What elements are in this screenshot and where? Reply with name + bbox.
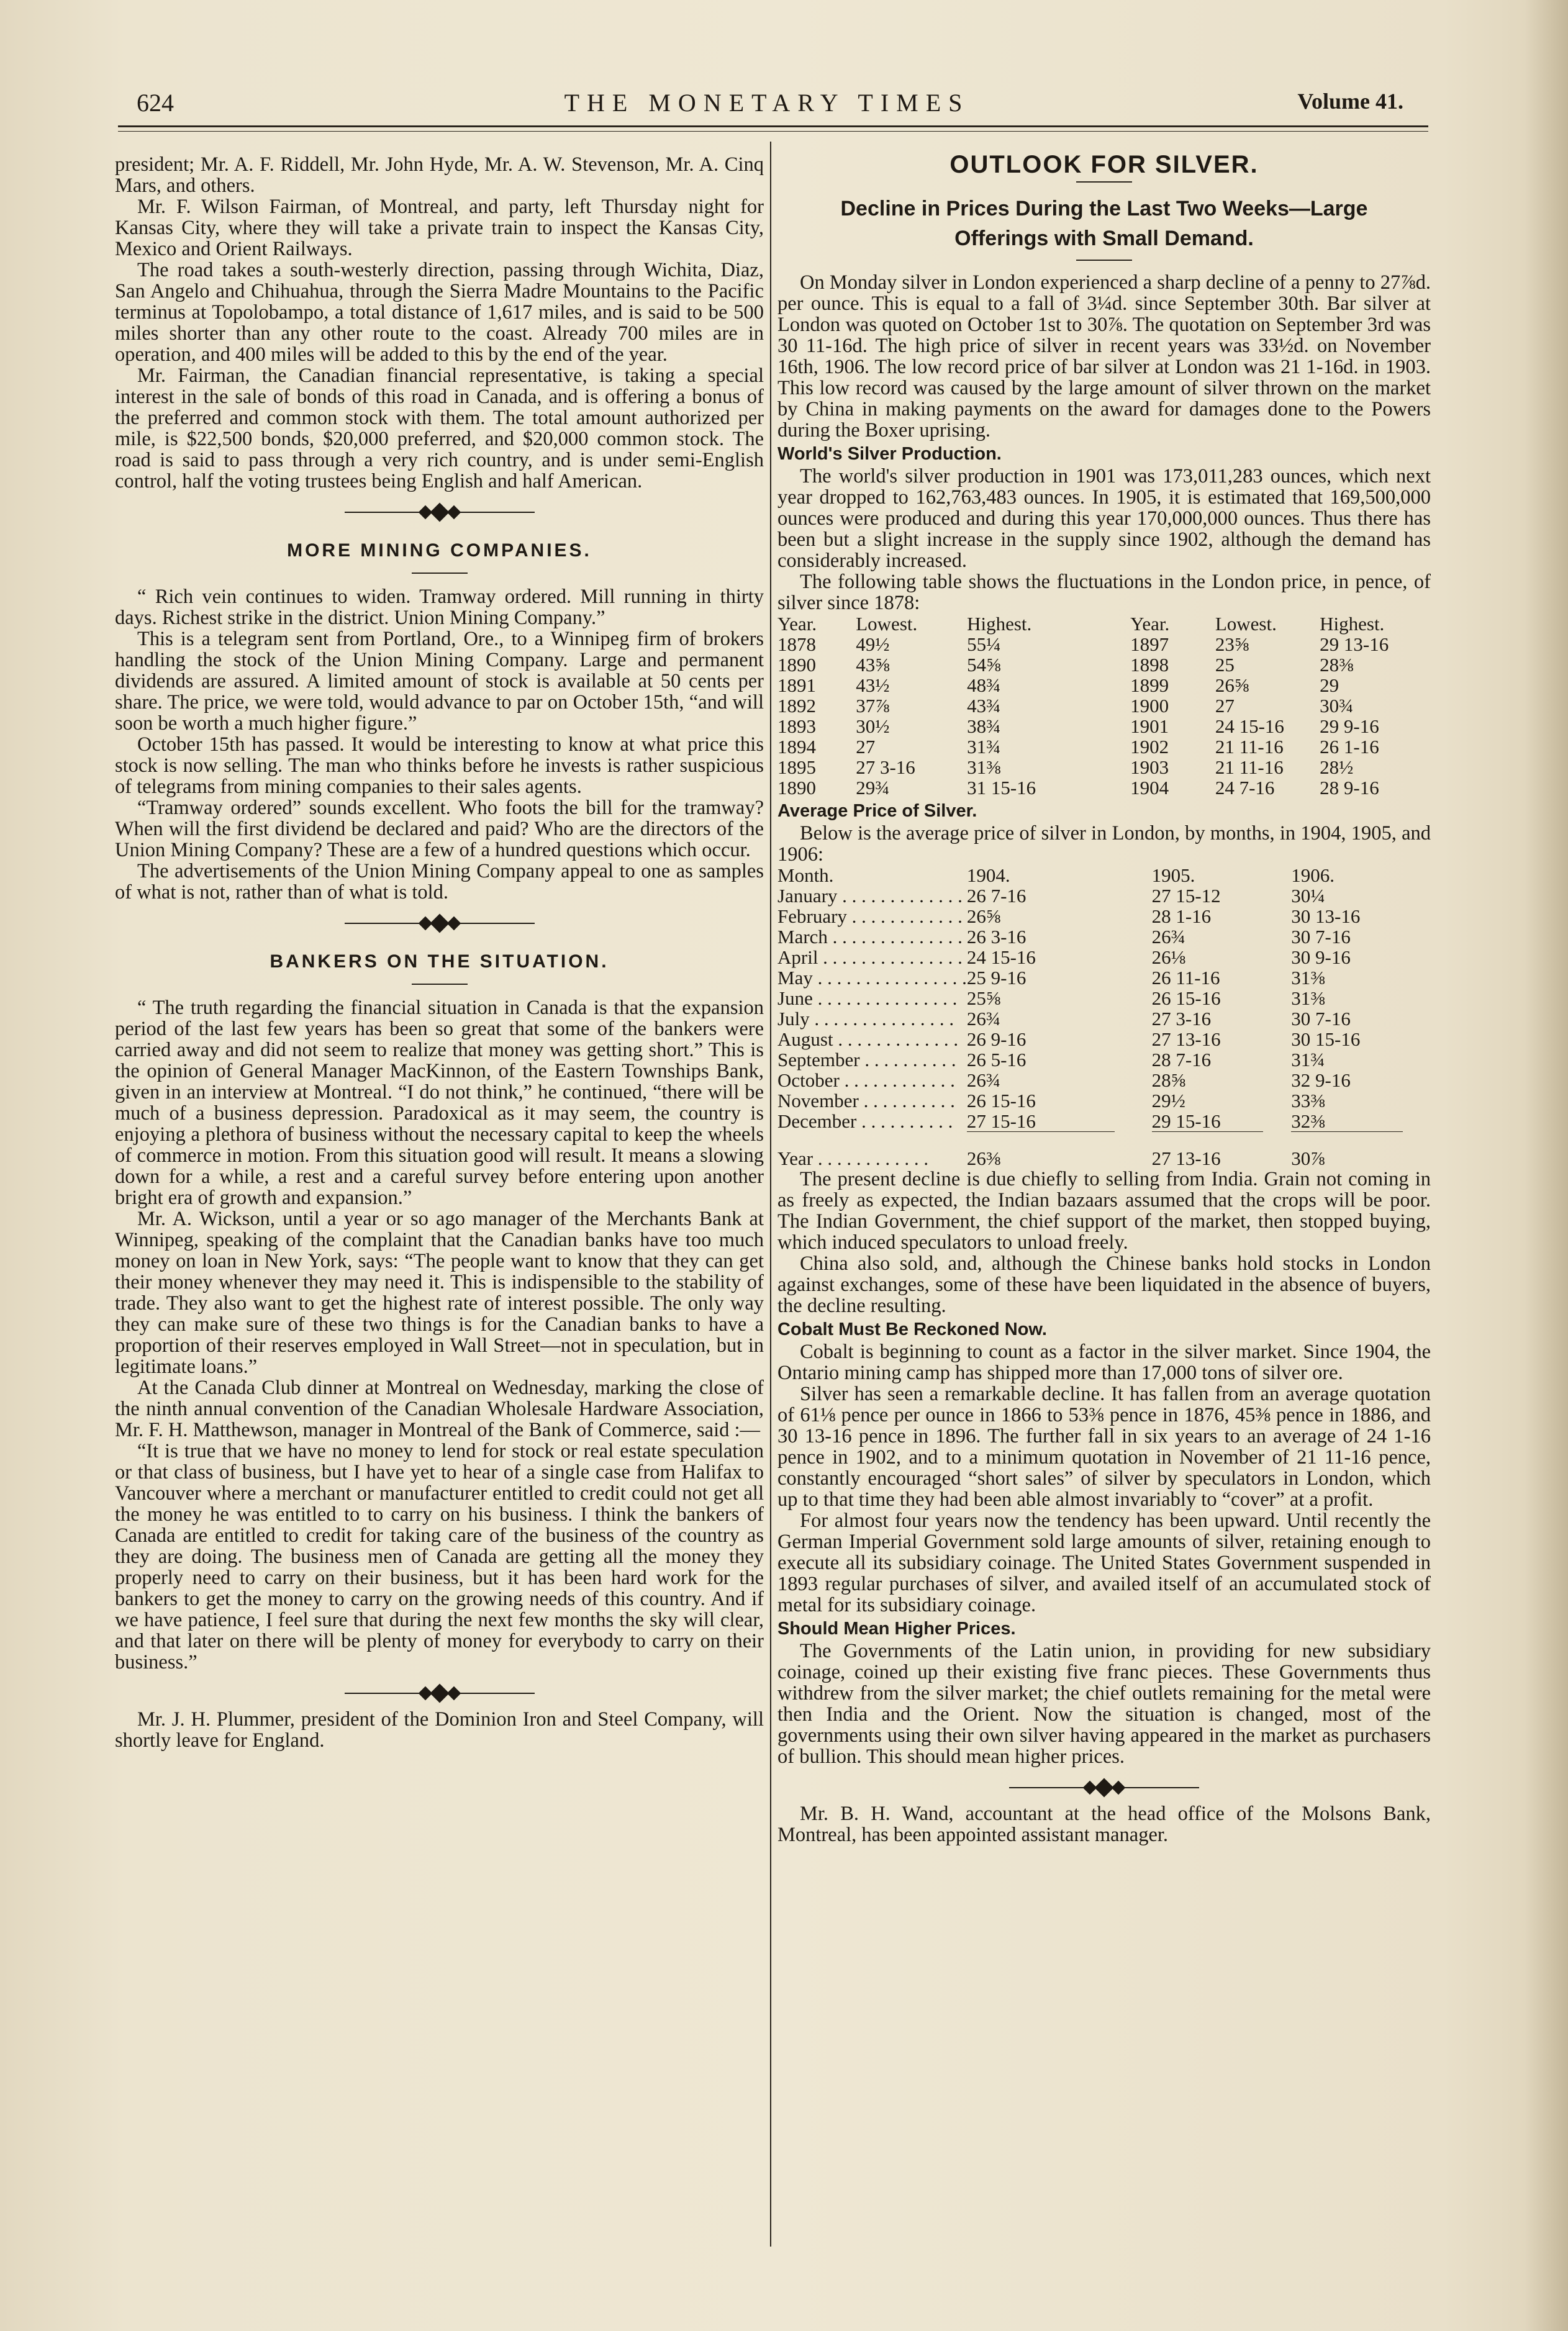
table-row — [777, 967, 1431, 988]
table-row — [777, 1008, 1431, 1029]
header-rule-thick — [118, 125, 1428, 127]
paragraph: Cobalt is beginning to count as a factor in the silver market. Since 1904, the Ontario mining camp has shipped more than 17,000 tons of silver ore. — [777, 1341, 1431, 1384]
table-row — [777, 906, 1431, 926]
paragraph: This is a telegram sent from Portland, Ore., to a Winnipeg firm of brokers handling the stock of the Union Mining Company. Large and permanent dividends are assured. A limited amount of stock is available at 50 cents per share. The price, we were told, would advance to par on October 15th, “and will soon be worth a much higher figure.” — [115, 628, 764, 735]
paragraph: “ Rich vein continues to widen. Tramway ordered. Mill running in thirty days. Richest strike in the district. Union Mining Company.” — [115, 586, 764, 629]
sidehead-production: World's Silver Production. — [777, 444, 1002, 464]
table-cell: 29 13-16 — [1320, 633, 1389, 655]
table-row — [777, 947, 1431, 967]
table-cell: Year. — [1130, 613, 1170, 635]
table-row — [777, 1111, 1431, 1131]
table-cell: 31¾ — [1291, 1049, 1325, 1070]
left-column — [115, 154, 764, 1751]
paragraph: October 15th has passed. It would be interesting to know at what price this stock is now selling. The man who thinks before he invests is rather suspicious of telegrams from mining companies to their sales agents. — [115, 733, 764, 798]
table-cell: 26 15-16 — [1151, 987, 1221, 1009]
table-cell: 26¾ — [966, 1069, 1001, 1091]
subtitle-rule — [1076, 260, 1132, 261]
paragraph: The present decline is due chiefly to selling from India. Grain not coming in as freely as expected, the Indian bazaars assumed that the crops will be poor. The Indian Government, the chief support of the market, then stopped buying, which induced speculators to unload freely. — [777, 1168, 1431, 1254]
table-cell: 28 1-16 — [1151, 905, 1212, 927]
table-cell: November . . . . . . . . . . — [777, 1090, 955, 1111]
table-cell: 24 7-16 — [1215, 777, 1275, 799]
table-cell: 30 15-16 — [1291, 1028, 1361, 1050]
paragraph: The advertisements of the Union Mining Company appeal to one as samples of what is not, rather than of what is told. — [115, 860, 764, 903]
ornament-divider — [115, 1684, 764, 1703]
section-heading-bankers: BANKERS ON THE SITUATION. — [115, 951, 764, 985]
table-cell: 30 13-16 — [1291, 905, 1361, 927]
table-cell: 26 1-16 — [1320, 736, 1379, 758]
table-cell: 26 5-16 — [966, 1049, 1026, 1070]
paragraph: president; Mr. A. F. Riddell, Mr. John Hyde, Mr. A. W. Stevenson, Mr. A. Cinq Mars, and others. — [115, 153, 764, 197]
table-cell: 27 3-16 — [1151, 1008, 1212, 1030]
header-rule-thin — [118, 131, 1428, 132]
volume-label: Volume 41. — [1297, 89, 1403, 114]
table-cell: October . . . . . . . . . . . . — [777, 1069, 955, 1091]
table-cell: 1892 — [777, 695, 816, 717]
table-cell: 30 9-16 — [1291, 946, 1351, 968]
table-row — [777, 1070, 1431, 1090]
table-cell: 1902 — [1130, 736, 1169, 758]
paragraph: On Monday silver in London experienced a sharp decline of a penny to 27⅞d. per ounce. This is equal to a fall of 3¼d. since September 30th. Bar silver at London was quoted on October 1st to 30⅞. The quotation on September 3rd was 30 11-16d. The high price of silver in recent years was 33½d. on November 16th, 1906. The low record price of bar silver at London was 21 1-16d. in 1903. This low record was caused by the large amount of silver thrown on the market by China in making payments on the award for damages done to the Powers during the Boxer uprising. — [777, 271, 1431, 441]
table-cell: 29 — [1320, 674, 1339, 696]
paragraph: Mr. B. H. Wand, accountant at the head office of the Molsons Bank, Montreal, has been appointed assistant manager. — [777, 1803, 1431, 1846]
paragraph: The world's silver production in 1901 was 173,011,283 ounces, which next year dropped to 162,763,483 ounces. In 1905, it is estimated that 169,500,000 ounces were produced and during this year 170,000,000 ounces. Thus there has been but a slight increase in the supply since 1902, although the demand has considerably increased. — [777, 465, 1431, 572]
table-cell: 27 — [856, 736, 876, 758]
table-cell: 26 7-16 — [966, 885, 1026, 907]
ornament-divider — [777, 1778, 1431, 1797]
table-cell: 1891 — [777, 674, 816, 696]
publication-title: THE MONETARY TIMES — [564, 89, 970, 117]
table-cell: 31⅜ — [1291, 987, 1325, 1009]
table-cell: February . . . . . . . . . . . . — [777, 905, 963, 927]
table-cell: 26¾ — [1151, 926, 1185, 948]
title-rule — [1076, 181, 1132, 183]
paragraph: Mr. A. Wickson, until a year or so ago manager of the Merchants Bank at Winnipeg, speaking of the complaint that the Canadian banks have too much money on loan in New York, says: “The people want to know that they can get their money whenever they may need it. This is indispensible to the stability of trade. They also want to get the highest rate of interest possible. The only way they can make sure of these two things is for the Canadian banks to have a proportion of their reserves employed in Wall Street—not in speculation, but in legitimate loans.” — [115, 1208, 764, 1378]
table-cell: 28½ — [1320, 756, 1354, 778]
silver-price-month-table — [777, 865, 1431, 1169]
table-cell: 1895 — [777, 756, 816, 778]
table-header-row — [777, 613, 1431, 634]
table-cell: 29½ — [1151, 1090, 1185, 1111]
table-cell: December . . . . . . . . . . — [777, 1110, 953, 1132]
paragraph: Below is the average price of silver in London, by months, in 1904, 1905, and 1906: — [777, 822, 1431, 866]
table-cell: 27 — [1215, 695, 1235, 717]
table-cell: Month. — [777, 864, 834, 886]
table-row — [777, 1049, 1431, 1070]
paragraph: The following table shows the fluctuations in the London price, in pence, of silver since 1878: — [777, 571, 1431, 614]
table-cell: 32⅜ — [1291, 1110, 1325, 1132]
table-cell: 24 15-16 — [1215, 715, 1284, 737]
table-cell: Lowest. — [1215, 613, 1277, 635]
table-row — [777, 757, 1431, 777]
table-cell: 43½ — [856, 674, 890, 696]
table-cell: 25 9-16 — [966, 967, 1026, 989]
table-cell: 27 3-16 — [856, 756, 915, 778]
page-edge-shadow — [1525, 0, 1568, 2331]
table-row — [777, 695, 1431, 716]
table-row — [777, 926, 1431, 947]
table-cell: 48¾ — [967, 674, 1001, 696]
table-cell: 43¾ — [967, 695, 1001, 717]
table-cell: 26⅝ — [966, 905, 1001, 927]
table-cell: 23⅝ — [1215, 633, 1249, 655]
table-cell: 29¾ — [856, 777, 890, 799]
table-cell: 1900 — [1130, 695, 1169, 717]
table-cell: Highest. — [1320, 613, 1385, 635]
table-cell: 29 15-16 — [1151, 1110, 1221, 1132]
table-cell: 1894 — [777, 736, 816, 758]
table-cell: 1890 — [777, 654, 816, 676]
table-cell: 29 9-16 — [1320, 715, 1379, 737]
table-cell: 28⅜ — [1320, 654, 1354, 676]
table-header-row — [777, 865, 1431, 885]
column-divider — [770, 142, 771, 2247]
table-cell: Highest. — [967, 613, 1032, 635]
table-cell: 27 13-16 — [1151, 1147, 1221, 1169]
table-cell: 26⅝ — [1215, 674, 1249, 696]
table-cell: 21 11-16 — [1215, 736, 1284, 758]
paragraph: At the Canada Club dinner at Montreal on Wednesday, marking the close of the ninth annual convention of the Canadian Wholesale Hardware Association, Mr. F. H. Matthewson, manager in Montreal of the Bank of Commerce, said :— — [115, 1377, 764, 1441]
paragraph: “ The truth regarding the financial situation in Canada is that the expansion period of the last few years has been so great that some of the bankers were carried away and did not seem to realize that money was getting short.” This is the opinion of General Manager MacKinnon, of the Eastern Townships Bank, given in an interview at Montreal. “I do not think,” he continued, “there will be much of a business depression. Paradoxical as it may seem, the country is enjoying a plethora of business without the necessary capital to keep the wheels of commerce in motion. From this situation good will result. It means a slowing down for a while, a rest and a careful survey before entering upon another bright era of growth and expansion.” — [115, 997, 764, 1209]
table-cell: 32 9-16 — [1291, 1069, 1351, 1091]
table-cell: 26⅛ — [1151, 946, 1185, 968]
table-cell: 1905. — [1151, 864, 1195, 886]
section-heading-mining: MORE MINING COMPANIES. — [115, 540, 764, 574]
table-cell: 28 9-16 — [1320, 777, 1379, 799]
running-header — [118, 86, 1416, 120]
table-cell: 31⅜ — [967, 756, 1001, 778]
table-cell: April . . . . . . . . . . . . . . . — [777, 946, 963, 968]
table-cell: 1899 — [1130, 674, 1169, 696]
article-title: OUTLOOK FOR SILVER. — [949, 151, 1259, 178]
table-cell: September . . . . . . . . . . — [777, 1049, 956, 1070]
table-cell: March . . . . . . . . . . . . . . — [777, 926, 963, 948]
table-cell: 26 15-16 — [966, 1090, 1036, 1111]
paragraph: China also sold, and, although the Chinese banks hold stocks in London against exchanges, some of these have been liquidated in the absence of buyers, the decline resulting. — [777, 1252, 1431, 1317]
table-total-row — [777, 1134, 1431, 1169]
table-cell: 26 3-16 — [966, 926, 1026, 948]
table-cell: 30½ — [856, 715, 890, 737]
table-row — [777, 1029, 1431, 1049]
article-subtitle-line1: Decline in Prices During the Last Two Weeks—Large — [840, 197, 1368, 220]
table-cell: 54⅝ — [967, 654, 1001, 676]
table-cell: 30¾ — [1320, 695, 1354, 717]
table-cell: August . . . . . . . . . . . . . — [777, 1028, 959, 1050]
table-row — [777, 1090, 1431, 1111]
table-cell: 1906. — [1291, 864, 1335, 886]
table-row — [777, 988, 1431, 1008]
table-cell: 28 7-16 — [1151, 1049, 1212, 1070]
table-cell: 33⅜ — [1291, 1090, 1325, 1111]
table-row — [777, 736, 1431, 757]
table-cell: 1898 — [1130, 654, 1169, 676]
table-cell: 30⅞ — [1291, 1147, 1325, 1169]
table-cell: 24 15-16 — [966, 946, 1036, 968]
table-cell: 26¾ — [966, 1008, 1001, 1030]
table-cell: 26 9-16 — [966, 1028, 1026, 1050]
page-number: 624 — [137, 89, 174, 117]
table-cell: 1897 — [1130, 633, 1169, 655]
silver-price-year-table — [777, 613, 1431, 798]
ornament-divider — [115, 503, 764, 522]
table-cell: 30¼ — [1291, 885, 1325, 907]
table-cell: Year . . . . . . . . . . . . — [777, 1147, 929, 1169]
table-cell: 25 — [1215, 654, 1235, 676]
paragraph: Silver has seen a remarkable decline. It has fallen from an average quotation of 61⅛ pence per ounce in 1866 to 53⅜ pence in 1876, 45⅜ pence in 1886, and 30 13-16 pence in 1896. The further fall in six years to an average of 24 1-16 pence in 1902, and to a minimum quotation in November of 21 11-16 pence, constantly encouraged “short sales” of silver by speculators in London, which up to that time they had been able almost invariably to “cover” at a profit. — [777, 1383, 1431, 1511]
table-cell: 27 15-16 — [966, 1110, 1036, 1132]
table-cell: 21 11-16 — [1215, 756, 1284, 778]
paragraph: “It is true that we have no money to lend for stock or real estate speculation or that class of business, but I have yet to hear of a single case from Halifax to Vancouver where a merchant or manufacturer entitled to credit could not get all the money he was entitled to to carry on his business. I think the bankers of Canada are entitled to credit for taking care of the business of the country as they are doing. The business men of Canada are getting all the money they properly need to carry on their business, but it has been hard work for the bankers to get the money to carry on the growing needs of this country. And if we have patience, I feel sure that during the next few months the sky will clear, and that later on there will be plenty of money for everybody to carry on their business.” — [115, 1440, 764, 1673]
table-cell: 38¾ — [967, 715, 1001, 737]
paragraph: For almost four years now the tendency has been upward. Until recently the German Imperial Government sold large amounts of silver, retaining enough to execute all its subsidiary coinage. The United States Government suspended in 1893 regular purchases of silver, and availed itself of an accumulated stock of metal for its subsidiary coinage. — [777, 1509, 1431, 1616]
paragraph: Mr. J. H. Plummer, president of the Dominion Iron and Steel Company, will shortly leave for England. — [115, 1708, 764, 1752]
table-cell: June . . . . . . . . . . . . . . . — [777, 987, 958, 1009]
table-cell: 1878 — [777, 633, 816, 655]
table-cell: 37⅞ — [856, 695, 890, 717]
table-cell: 30 7-16 — [1291, 1008, 1351, 1030]
sidehead-higher: Should Mean Higher Prices. — [777, 1619, 1016, 1639]
table-cell: 27 15-12 — [1151, 885, 1221, 907]
table-cell: January . . . . . . . . . . . . . — [777, 885, 963, 907]
article-subtitle-line2: Offerings with Small Demand. — [954, 227, 1254, 250]
table-cell: 30 7-16 — [1291, 926, 1351, 948]
sidehead-average: Average Price of Silver. — [777, 801, 977, 821]
table-row — [777, 634, 1431, 654]
table-cell: Lowest. — [856, 613, 918, 635]
table-cell: 55¼ — [967, 633, 1001, 655]
paragraph: Mr. F. Wilson Fairman, of Montreal, and party, left Thursday night for Kansas City, where they will take a private train to inspect the Kansas City, Mexico and Orient Railways. — [115, 196, 764, 260]
table-cell: 26 11-16 — [1151, 967, 1220, 989]
table-cell: 1893 — [777, 715, 816, 737]
table-row — [777, 885, 1431, 906]
table-cell: Year. — [777, 613, 817, 635]
table-row — [777, 654, 1431, 675]
table-cell: July . . . . . . . . . . . . . . . — [777, 1008, 954, 1030]
table-cell: 31¾ — [967, 736, 1001, 758]
table-cell: 1890 — [777, 777, 816, 799]
sidehead-cobalt: Cobalt Must Be Reckoned Now. — [777, 1319, 1047, 1339]
right-column — [777, 151, 1431, 1846]
table-cell: 27 13-16 — [1151, 1028, 1221, 1050]
table-row — [777, 777, 1431, 798]
table-cell: 1904 — [1130, 777, 1169, 799]
paragraph: The Governments of the Latin union, in providing for new subsidiary coinage, coined up their existing five franc pieces. These Governments thus withdrew from the silver market; the chief outlets remaining for the metal were then India and the Orient. Now the situation is changed, most of the governments using their own silver having appeared in the market as purchasers of bullion. This should mean higher prices. — [777, 1640, 1431, 1768]
table-cell: 31⅜ — [1291, 967, 1325, 989]
table-cell: 1903 — [1130, 756, 1169, 778]
paragraph: “Tramway ordered” sounds excellent. Who foots the bill for the tramway? When will the first dividend be declared and paid? Who are the directors of the Union Mining Company? These are a few of a hundred questions which occur. — [115, 797, 764, 861]
table-cell: 1901 — [1130, 715, 1169, 737]
table-cell: 25⅝ — [966, 987, 1001, 1009]
table-cell: 31 15-16 — [967, 777, 1036, 799]
ornament-divider — [115, 914, 764, 933]
table-cell: May . . . . . . . . . . . . . . . . — [777, 967, 967, 989]
paragraph: The road takes a south-westerly direction, passing through Wichita, Diaz, San Angelo and Chihuahua, through the Sierra Madre Mountains to the Pacific terminus at Topolobampo, a total distance of 1,617 miles, and is said to be 500 miles shorter than any other route to the coast. Already 700 miles are in operation, and 400 miles will be added to this by the end of the year. — [115, 259, 764, 366]
table-cell: 28⅝ — [1151, 1069, 1185, 1091]
table-cell: 26⅜ — [966, 1147, 1001, 1169]
table-cell: 1904. — [966, 864, 1010, 886]
paragraph: Mr. Fairman, the Canadian financial representative, is taking a special interest in the sale of bonds of this road in Canada, and is offering a bonus of the preferred and common stock with them. The total amount authorized per mile, is $22,500 bonds, $20,000 preferred, and $20,000 common stock. The road is said to pass through a very rich country, and is under semi-English control, half the voting trustees being English and half American. — [115, 364, 764, 492]
table-row — [777, 716, 1431, 736]
table-row — [777, 675, 1431, 695]
table-cell: 49½ — [856, 633, 890, 655]
table-cell: 43⅝ — [856, 654, 890, 676]
